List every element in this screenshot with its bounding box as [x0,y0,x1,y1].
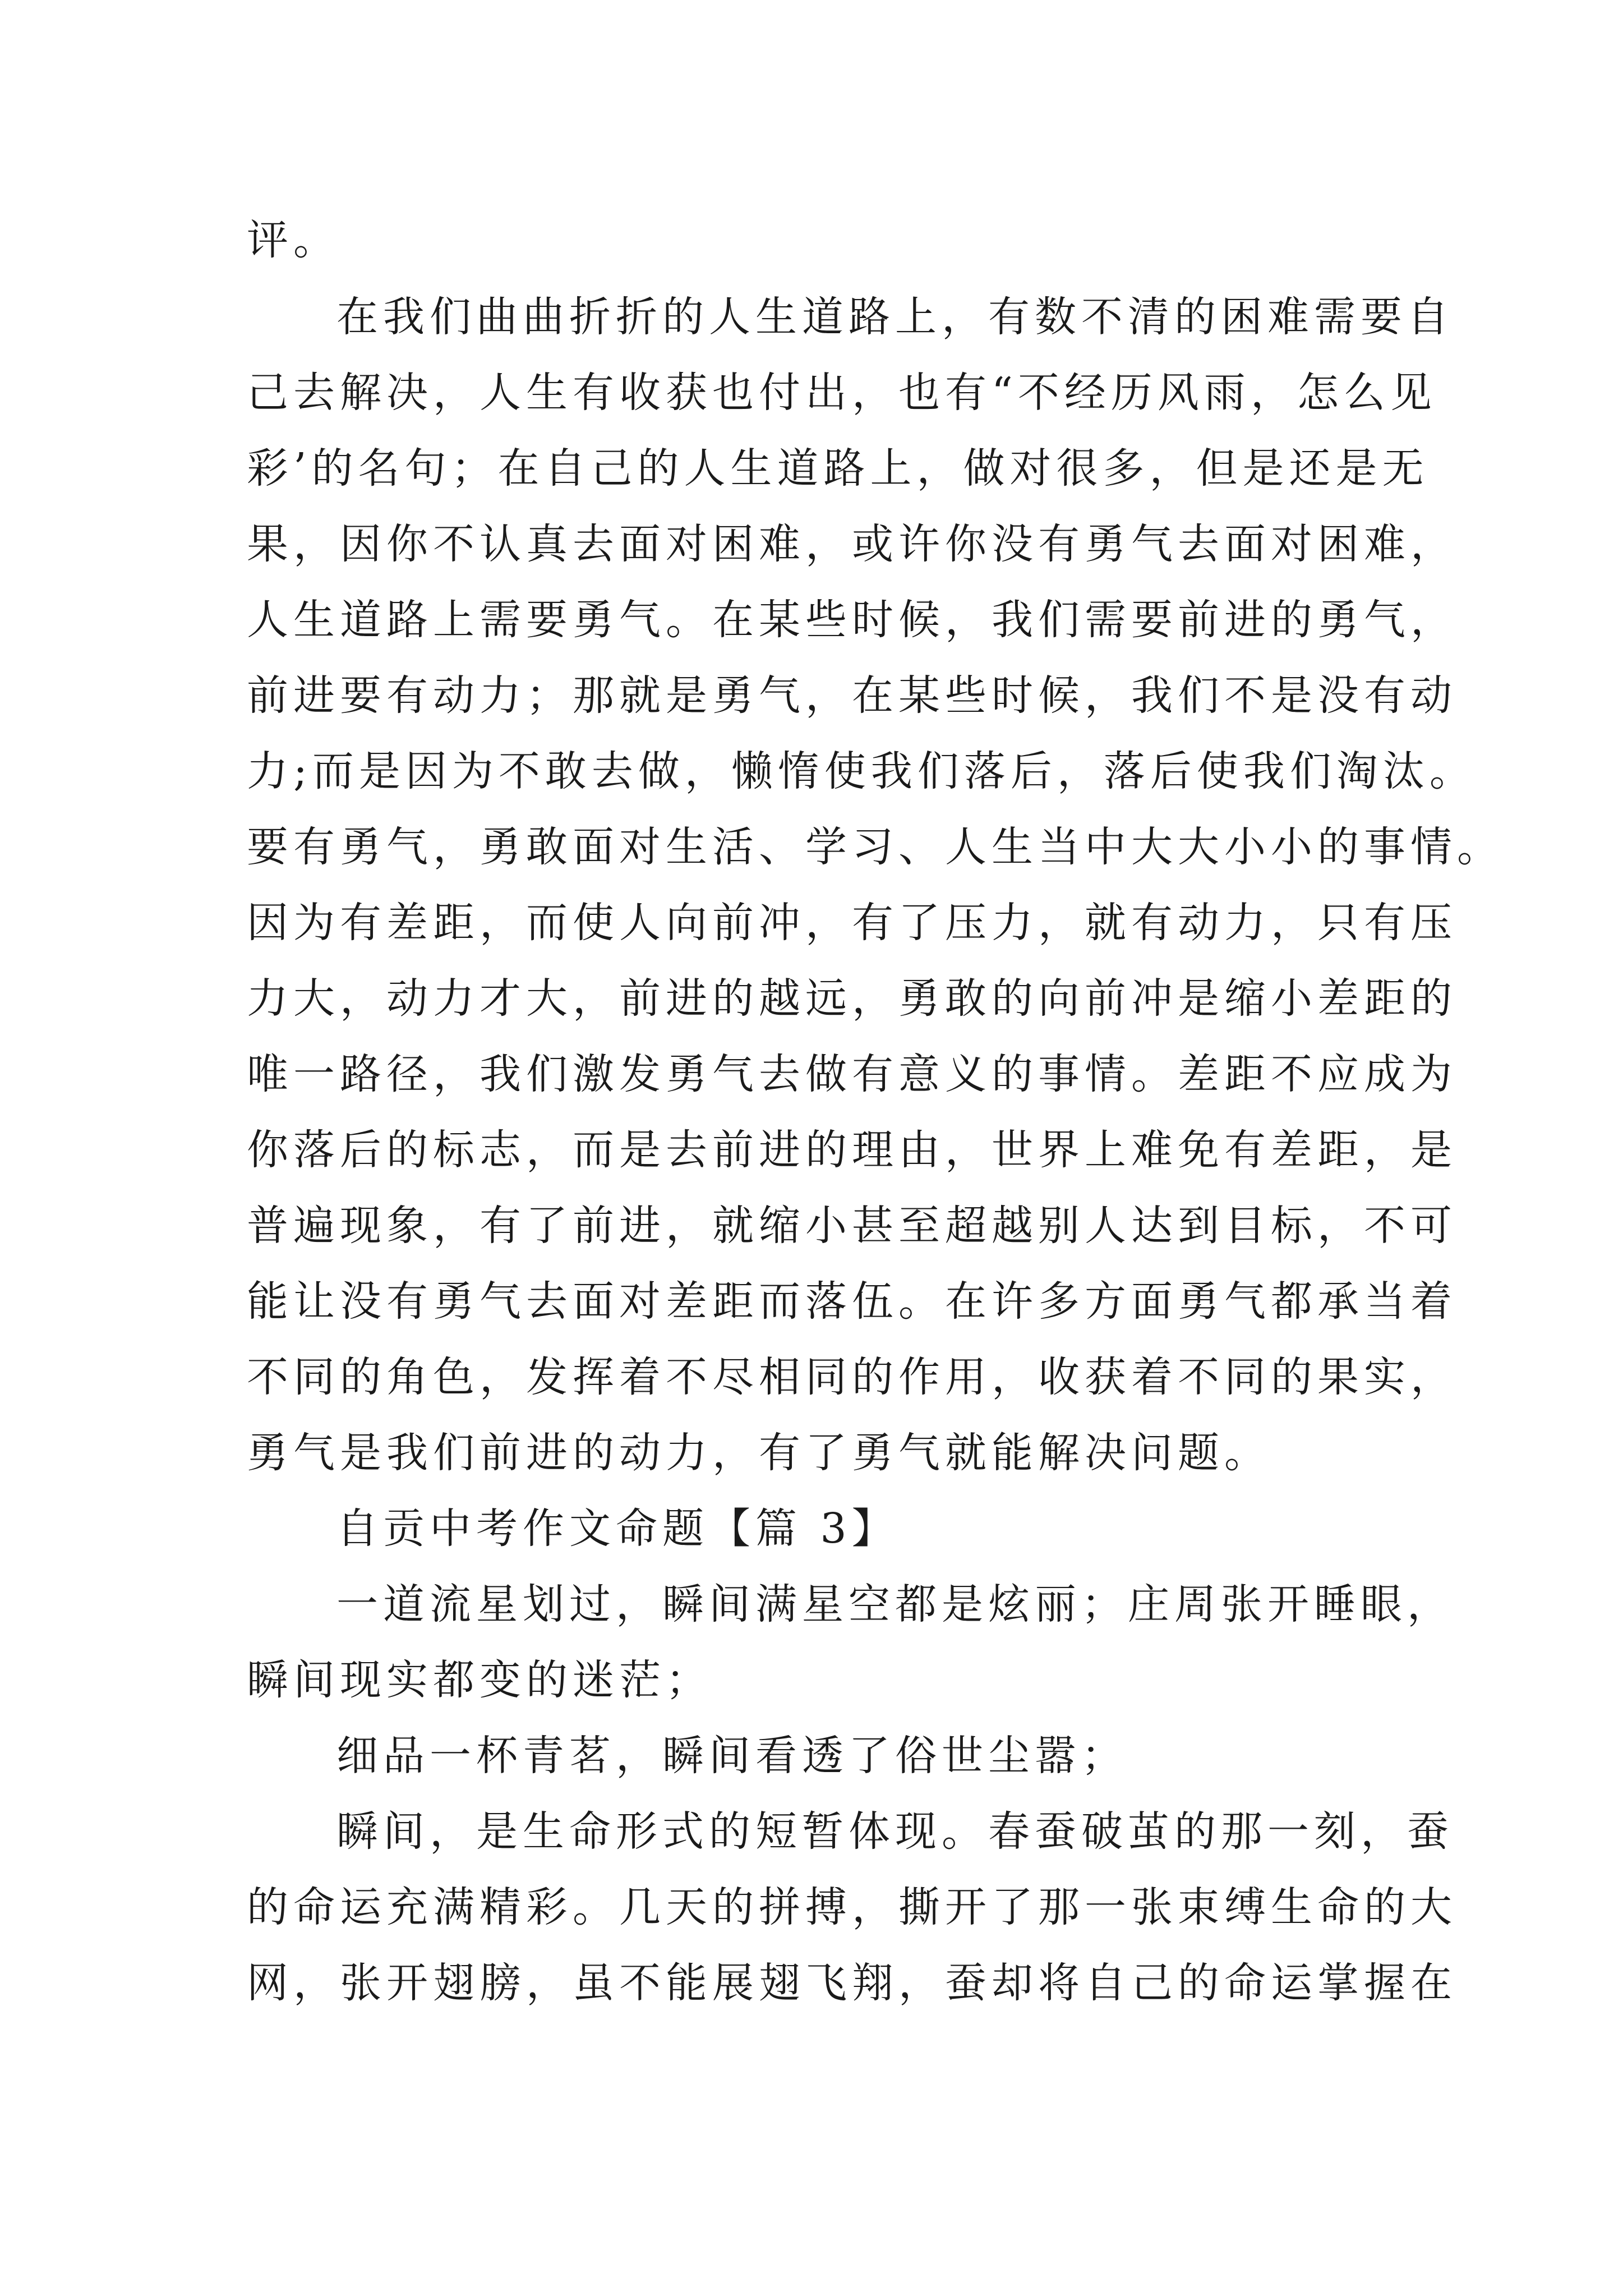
text-line-17: 勇气是我们前进的动力，有了勇气就能解决问题。 [247,1429,1271,1477]
text-line-23: 的命运充满精彩。几天的拼搏，撕开了那一张束缚生命的大 [247,1883,1457,1931]
text-line-7: 前进要有动力；那就是勇气，在某些时候，我们不是没有动 [247,671,1457,720]
text-line-10: 因为有差距，而使人向前冲，有了压力，就有动力，只有压 [247,899,1457,947]
paragraph-start-line: 在我们曲曲折折的人生道路上，有数不清的困难需要自 [336,293,1454,341]
text-line-4: 彩’的名句；在自己的人生道路上，做对很多，但是还是无 [247,444,1429,493]
text-line-13: 你落后的标志，而是去前进的理由，世界上难免有差距，是 [247,1126,1457,1174]
text-line-11: 力大，动力才大，前进的越远，勇敢的向前冲是缩小差距的 [247,974,1457,1023]
text-line-14: 普遍现象，有了前进，就缩小甚至超越别人达到目标，不可 [247,1202,1457,1250]
paragraph-start-line: 瞬间，是生命形式的短暂体现。春蚕破茧的那一刻，蚕 [336,1807,1454,1856]
text-line-9: 要有勇气，勇敢面对生活、学习、人生当中大大小小的事情。 [247,823,1504,871]
text-line-6: 人生道路上需要勇气。在某些时候，我们需要前进的勇气， [247,596,1457,644]
text-line-1: 评。 [247,216,340,264]
text-line-15: 能让没有勇气去面对差距而落伍。在许多方面勇气都承当着 [247,1277,1457,1326]
section-heading: 自贡中考作文命题【篇 3】 [336,1504,898,1553]
paragraph-start-line: 一道流星划过，瞬间满星空都是炫丽；庄周张开睡眼， [336,1580,1454,1628]
text-line-20: 瞬间现实都变的迷茫； [247,1656,712,1704]
paragraph-start-line: 细品一杯青茗，瞬间看透了俗世尘嚣； [336,1732,1128,1780]
text-line-24: 网，张开翅膀，虽不能展翅飞翔，蚕却将自己的命运掌握在 [247,1959,1457,2007]
text-line-12: 唯一路径，我们激发勇气去做有意义的事情。差距不应成为 [247,1050,1457,1098]
text-line-5: 果，因你不认真去面对困难，或许你没有勇气去面对困难， [247,520,1457,568]
text-line-16: 不同的角色，发挥着不尽相同的作用，收获着不同的果实， [247,1353,1457,1401]
text-line-8: 力;而是因为不敢去做，懒惰使我们落后，落后使我们淘汰。 [247,747,1476,795]
text-line-3: 己去解决，人生有收获也付出，也有“不经历风雨，怎么见 [247,369,1437,417]
